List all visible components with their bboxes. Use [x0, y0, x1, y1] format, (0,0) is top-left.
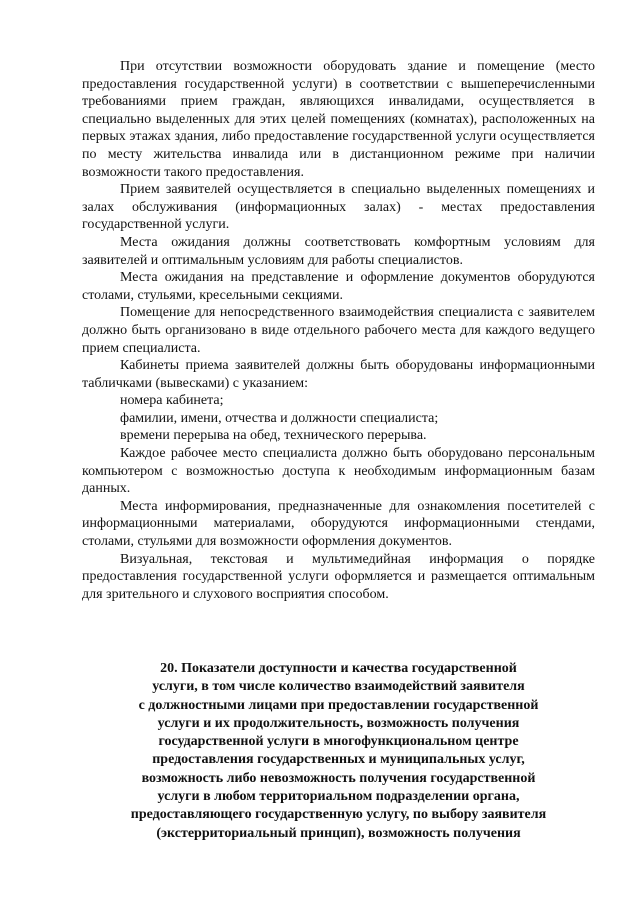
heading-line: с должностными лицами при предоставлении государственной	[138, 697, 539, 713]
heading-line: предоставляющего государственную услугу, по выбору заявителя	[130, 807, 547, 823]
paragraph-waiting-equipment: Места ожидания на представление и оформление документов оборудуются столами, стульями, кресельными секциями.	[82, 270, 595, 303]
list-item: номера кабинета;	[120, 393, 224, 409]
list-item: времени перерыва на обед, технического перерыва.	[120, 428, 427, 444]
paragraph-accessibility-alternative: При отсутствии возможности оборудовать здание и помещение (место предоставления государственной услуги) в соответствии с вышеперечисленными требованиями прием граждан, являющихся инвалидами, осуществляется в специально выделенных для этих целей помещениях (комнатах), расположенных на первых этажах здания, либо предоставление государственной услуги осуществляется по месту жительства инвалида или в дистанционном режиме при наличии возможности такого предоставления.	[82, 59, 595, 180]
list-item: фамилии, имени, отчества и должности специалиста;	[120, 410, 439, 426]
paragraph-computer: Каждое рабочее место специалиста должно быть оборудовано персональным компьютером с возможностью доступа к необходимым информационным базам данных.	[82, 446, 595, 497]
paragraph-signage: Кабинеты приема заявителей должны быть оборудованы информационными табличками (вывесками) с указанием:	[82, 358, 595, 391]
heading-line: услуги, в том числе количество взаимодействий заявителя	[152, 679, 525, 695]
heading-line: услуги в любом территориальном подразделении органа,	[157, 789, 520, 805]
heading-line: государственной услуги в многофункциональном центре	[158, 734, 519, 750]
heading-line: услуги и их продолжительность, возможность получения	[157, 715, 520, 731]
document-body	[82, 58, 595, 603]
paragraph-visual-information: Визуальная, текстовая и мультимедийная информация о порядке предоставления государственной услуги оформляется и размещается оптимальным для зрительного и слухового восприятия способом.	[82, 551, 595, 602]
heading-line: (экстерриториальный принцип), возможность получения	[156, 825, 521, 841]
heading-line: возможность либо невозможность получения государственной	[141, 770, 536, 786]
heading-line: предоставления государственных и муниципальных услуг,	[152, 752, 525, 768]
paragraph-waiting-areas: Места ожидания должны соответствовать комфортным условиям для заявителей и оптимальным условиям для работы специалистов.	[82, 234, 595, 268]
paragraph-reception-premises: Прием заявителей осуществляется в специально выделенных помещениях и залах обслуживания (информационных залах) - местах предоставления государственной услуги.	[82, 182, 595, 233]
heading-line: 20. Показатели доступности и качества государственной	[160, 661, 517, 676]
paragraph-workplace: Помещение для непосредственного взаимодействия специалиста с заявителем должно быть организовано в виде отдельного рабочего места для каждого ведущего прием специалиста.	[82, 305, 595, 356]
section-heading-20	[82, 660, 595, 843]
paragraph-information-areas: Места информирования, предназначенные для ознакомления посетителей с информационными материалами, оборудуются информационными стендами, столами, стульями для возможности оформления документов.	[82, 498, 595, 550]
